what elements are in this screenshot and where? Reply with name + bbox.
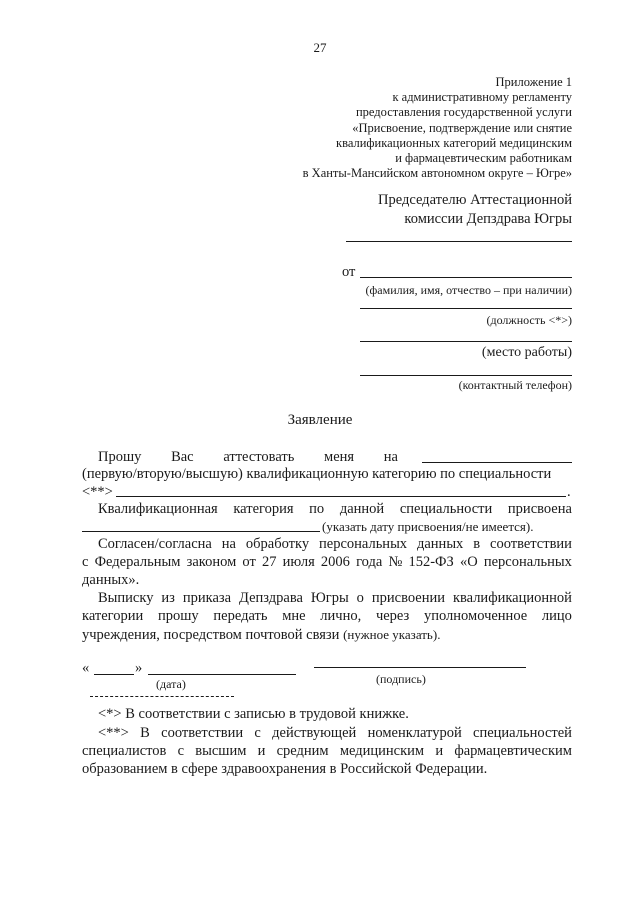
appendix-line: предоставления государственной услуги: [355, 105, 572, 120]
appendix-line: и фармацевтическим работникам: [395, 151, 572, 165]
assign-date-blank-line: [82, 531, 320, 532]
word: с: [177, 743, 185, 759]
word: Согласен/согласна: [98, 536, 212, 552]
day-blank-line: [94, 674, 134, 675]
appendix-line: к административному регламенту: [392, 90, 572, 105]
word: 152-ФЗ: [408, 554, 454, 570]
appendix-line: «Присвоение, подтверждение или снятие: [352, 120, 572, 135]
word: мне: [282, 608, 306, 624]
word: номенклатурой: [367, 725, 462, 741]
word: 27: [261, 554, 277, 570]
word: и: [435, 743, 444, 759]
p1-line-3-prefix: <**>: [82, 484, 113, 500]
word: <**>: [98, 725, 129, 741]
word: №: [388, 554, 403, 570]
word: данной: [339, 501, 385, 517]
word: с: [82, 554, 89, 570]
appendix-line: Приложение 1: [495, 75, 572, 89]
word: на: [221, 536, 236, 552]
word: Депздрава: [239, 590, 303, 606]
addressee-blank-line: [346, 241, 572, 242]
fio-hint: (фамилия, имя, отчество – при наличии): [365, 283, 572, 297]
word: прошу: [157, 608, 199, 624]
position-line: [360, 308, 572, 309]
word: о: [356, 590, 364, 606]
word: квалификационной: [452, 590, 572, 606]
p4-line-3-hint: (нужное указать).: [343, 627, 441, 642]
phone-line: [360, 375, 572, 376]
p3-line-3: данных».: [82, 572, 140, 588]
date-hint: (дата): [156, 677, 186, 691]
appendix-line: квалификационных категорий медицинским: [336, 135, 572, 150]
word: В: [140, 725, 150, 741]
word: персональных: [483, 554, 572, 570]
word: от: [242, 554, 256, 570]
word: Югры: [310, 590, 349, 606]
word: аттестовать: [223, 449, 295, 465]
document-heading: Заявление: [287, 412, 353, 428]
appendix-line: в Ханты-Мансийском автономном округе – Югре»: [302, 166, 572, 181]
word: по: [309, 501, 325, 517]
word: 2006: [320, 554, 350, 570]
word: июля: [282, 554, 315, 570]
signature-hint: (подпись): [376, 672, 426, 686]
word: через: [375, 608, 410, 624]
date-quote-open: «: [82, 660, 90, 676]
fio-line: [360, 277, 572, 278]
word: из: [161, 590, 175, 606]
word: обработку: [245, 536, 310, 552]
p4-line-3-text: учреждения, посредством почтовой связи: [82, 627, 340, 643]
word: Вас: [171, 449, 194, 465]
p1-line-2: (первую/вторую/высшую) квалификационную категорию по специальности: [82, 466, 552, 482]
footnote-2-line-3: образованием в сфере здравоохранения в Российской Федерации.: [82, 761, 488, 777]
category-blank-line: [422, 462, 572, 463]
word: специальности: [399, 501, 493, 517]
word: лицо: [541, 608, 572, 624]
word: высшим: [195, 743, 247, 759]
p4-line-3: [82, 626, 440, 645]
position-hint: (должность <*>): [486, 313, 572, 327]
word: Выписку: [98, 590, 154, 606]
page-number: 27: [313, 40, 327, 55]
word: действующей: [272, 725, 357, 741]
word: законом: [186, 554, 237, 570]
p1-line-3-end: .: [567, 484, 571, 500]
word: передать: [213, 608, 268, 624]
word: данных: [416, 536, 464, 552]
word: средним: [276, 743, 329, 759]
p4-line-2: [82, 608, 572, 625]
signature-blank-line: [314, 667, 526, 668]
word: меня: [324, 449, 355, 465]
word: на: [383, 449, 398, 465]
word: года: [356, 554, 383, 570]
p2-line-1: [98, 501, 572, 518]
word: фармацевтическим: [454, 743, 572, 759]
footnote-separator: [90, 696, 234, 697]
word: присвоена: [507, 501, 572, 517]
p1-line-1: [98, 449, 398, 466]
word: с: [254, 725, 261, 741]
addressee-line-1: Председателю Аттестационной: [377, 192, 572, 208]
word: лично,: [320, 608, 362, 624]
word: «О: [459, 554, 478, 570]
footnote-1: <*> В соответствии с записью в трудовой книжке.: [98, 706, 409, 722]
word: специалистов: [82, 743, 167, 759]
word: специальностей: [473, 725, 572, 741]
date-quote-close: »: [135, 660, 143, 676]
addressee-line-2: комиссии Депздрава Югры: [404, 211, 572, 227]
word: приказа: [182, 590, 232, 606]
from-label: от: [342, 264, 356, 280]
word: в: [473, 536, 481, 552]
month-blank-line: [148, 674, 296, 675]
word: Квалификационная: [98, 501, 218, 517]
word: категория: [233, 501, 294, 517]
word: присвоении: [371, 590, 445, 606]
p3-line-2: [82, 554, 572, 571]
word: медицинским: [339, 743, 425, 759]
p4-line-1: [98, 590, 572, 607]
word: и: [257, 743, 266, 759]
word: Прошу: [98, 449, 142, 465]
workplace-line: [360, 341, 572, 342]
word: Федеральным: [94, 554, 181, 570]
p3-line-1: [98, 536, 572, 553]
word: категории: [82, 608, 144, 624]
word: соответствии: [490, 536, 572, 552]
workplace-hint: (место работы): [481, 345, 572, 360]
phone-hint: (контактный телефон): [458, 378, 572, 392]
p2-hint: (указать дату присвоения/не имеется).: [322, 519, 534, 534]
footnote-2-line-1: [98, 725, 572, 742]
word: соответствии: [161, 725, 244, 741]
word: уполномоченное: [423, 608, 528, 624]
footnote-2-line-2: [82, 743, 572, 760]
specialty-blank-line: [116, 496, 566, 497]
word: персональных: [319, 536, 408, 552]
